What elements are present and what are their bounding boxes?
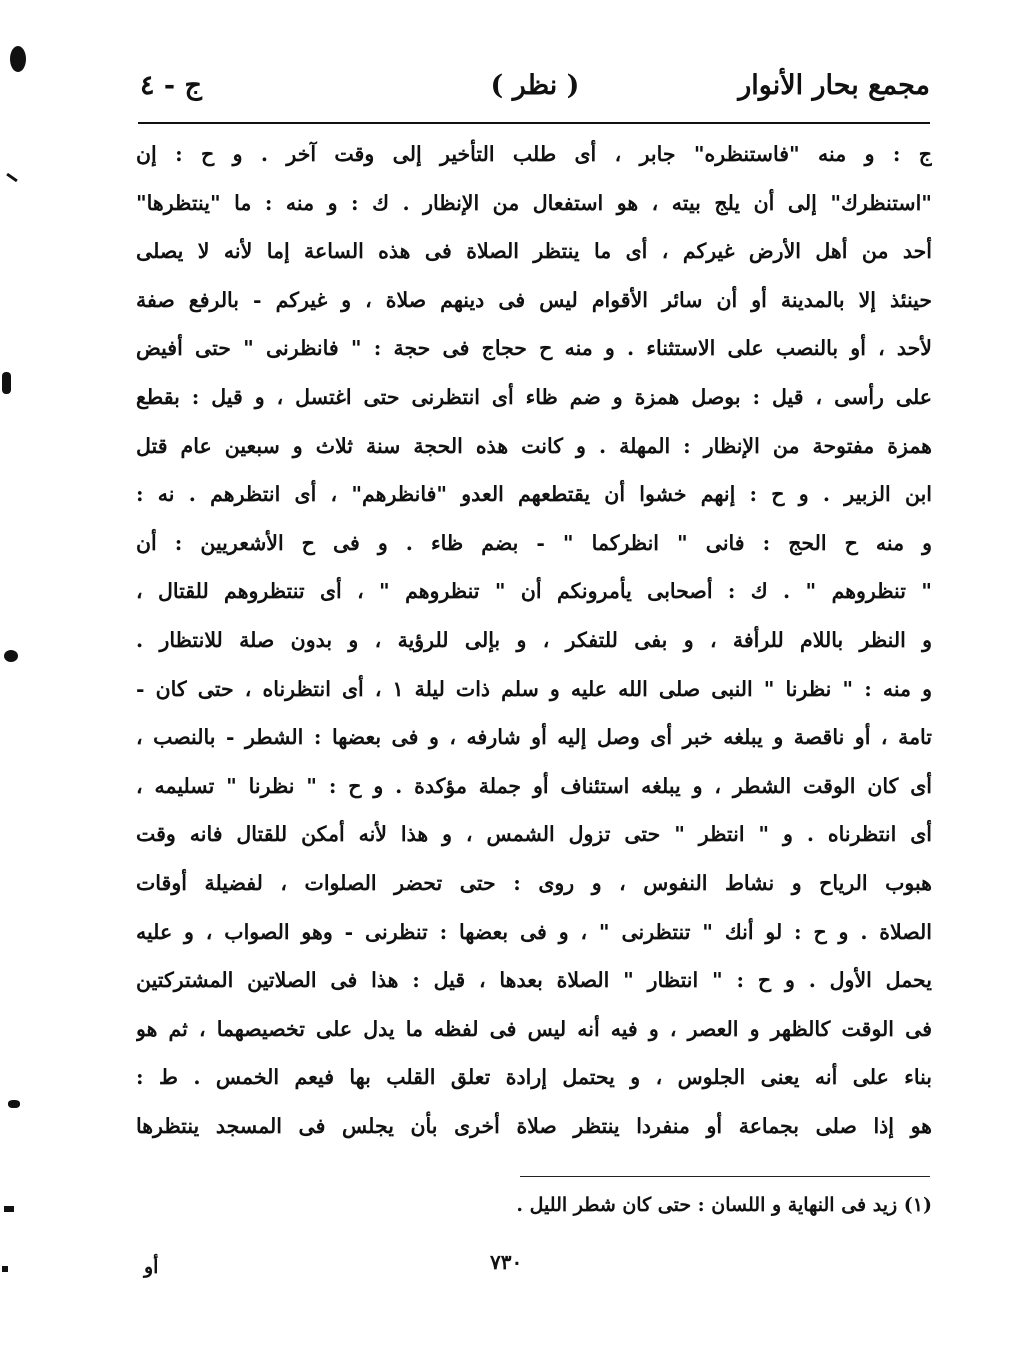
text-line: يحمل الأول . و ح : " انتظار " الصلاة بعدها ، قيل : هذا فى الصلاتين المشتركتين (136, 968, 932, 993)
text-line: " تنظروهم " . ك : أصحابى يأمرونكم أن " تنظروهم " ، أى تنتظروهم للقتال ، (136, 579, 932, 604)
page-number: ٧٣٠ (490, 1250, 523, 1274)
scan-artifact-mark (4, 1206, 14, 1212)
text-line: و منه ح الحج : فانى " انظركما " - بضم ظاء . و فى ح الأشعريين : أن (136, 530, 932, 555)
text-line: على رأسى ، قيل : بوصل همزة و ضم ظاء أى انتظرنى حتى اغتسل ، و قيل : بقطع (136, 384, 932, 409)
scan-artifact-mark (2, 372, 11, 394)
text-line: الصلاة . و ح : لو أنك " تنتظرنى " ، و فى بعضها : تنظرنى - وهو الصواب ، و عليه (136, 919, 932, 944)
catchword: أو (144, 1256, 159, 1278)
volume-label: ج - ٤ (140, 70, 202, 101)
text-line: و منه : " نظرنا " النبى صلى الله عليه و سلم ذات ليلة ١ ، أى انتظرناه ، حتى كان - (136, 676, 932, 701)
text-line: ج : و منه "فاستنظره" جابر ، أى طلب التأخير إلى وقت آخر . و ح : إن (136, 142, 932, 166)
running-header (140, 66, 930, 116)
text-line: و النظر باللام للرأفة ، و بفى للتفكر ، و بإلى للرؤية ، و بدون صلة للانتظار . (136, 627, 932, 652)
scan-artifact-mark (10, 46, 26, 72)
text-line: حينئذ إلا بالمدينة أو أن سائر الأقوام ليس فى دينهم صلاة ، و غيركم - بالرفع صفة (136, 287, 932, 312)
scan-artifact-mark (2, 1266, 8, 1272)
text-line: أى انتظرناه . و " انتظر " حتى تزول الشمس ، و هذا لأنه أمكن للقتال فانه وقت (136, 822, 932, 847)
footnote-rule (520, 1176, 930, 1177)
text-line: همزة مفتوحة من الإنظار : المهلة . و كانت هذه الحجة سنة ثلاث و سبعين عام قتل (136, 433, 932, 458)
entry-root-heading: ( نظر ) (490, 70, 580, 101)
text-line: هبوب الرياح و نشاط النفوس ، و روى : حتى تحضر الصلوات ، لفضيلة أوقات (136, 870, 932, 895)
scan-artifact-mark (8, 1100, 20, 1108)
text-line: بناء على أنه يعنى الجلوس ، و يحتمل إرادة تعلق القلب بها فيعم الخمس . ط : (136, 1065, 932, 1090)
header-rule (138, 122, 930, 124)
body-text (136, 130, 932, 1150)
text-line: أحد من أهل الأرض غيركم ، أى ما ينتظر الصلاة فى هذه الساعة إما لأنه لا يصلى (136, 239, 932, 264)
text-line: فى الوقت كالظهر و العصر ، و فيه أنه ليس فى لفظه ما يدل على تخصيصهما ، ثم هو (136, 1016, 932, 1041)
scan-artifact-mark (4, 650, 18, 662)
text-line: لأحد ، أو بالنصب على الاستثناء . و منه ح حجاج فى حجة : " فانظرنى " حتى أفيض (136, 336, 932, 361)
book-title: مجمع بحار الأنوار (738, 70, 930, 101)
text-line: هو إذا صلى بجماعة أو منفردا ينتظر صلاة أخرى بأن يجلس فى المسجد ينتظرها (136, 1113, 932, 1138)
text-line: تامة ، أو ناقصة و يبلغه خبر أى وصل إليه أو شارفه ، و فى بعضها : الشطر - بالنصب ، (136, 725, 932, 750)
text-line: أى كان الوقت الشطر ، و يبلغه استئناف أو جملة مؤكدة . و ح : " نظرنا " تسليمه ، (136, 773, 932, 798)
footnote: (١) زيد فى النهاية و اللسان : حتى كان شطر الليل . (516, 1194, 932, 1216)
text-line: ابن الزبير . و ح : إنهم خشوا أن يقتطعهم العدو "فانظرهم" ، أى انتظرهم . نه : (136, 482, 932, 507)
text-line: "استنظرك" إلى أن يلج بيته ، هو استفعال من الإنظار . ك : و منه : ما "ينتظرها" (136, 190, 932, 215)
scan-artifact-mark (6, 173, 18, 182)
